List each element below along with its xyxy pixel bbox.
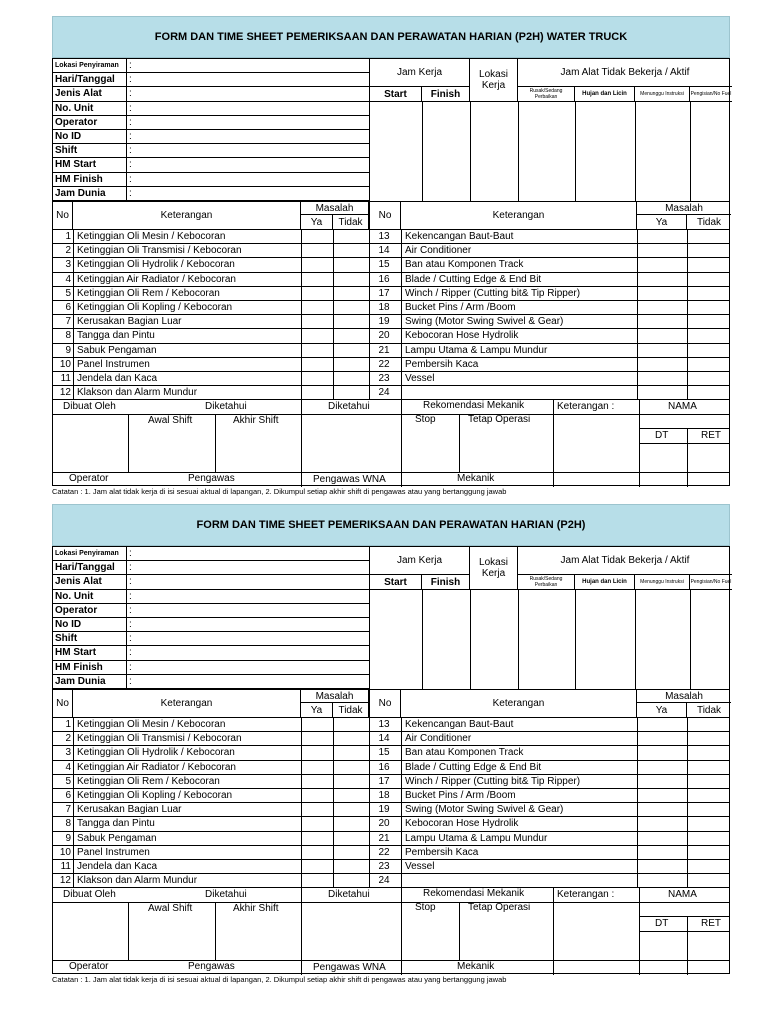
menunggu-header: Menunggu Instruksi	[635, 87, 690, 102]
header-section	[52, 58, 730, 201]
info-row	[53, 675, 369, 689]
info-label: Jenis Alat	[53, 87, 127, 100]
item-number: 12	[59, 875, 71, 887]
signature-section	[52, 887, 730, 974]
awal-shift-label: Awal Shift	[148, 415, 193, 426]
info-value-field[interactable]: :	[129, 145, 132, 157]
diketahui-label: Diketahui	[328, 401, 370, 412]
ret-label: RET	[701, 430, 721, 441]
info-value-field[interactable]: :	[129, 576, 132, 588]
stop-label: Stop	[415, 414, 436, 425]
keterangan-label: Keterangan :	[557, 889, 615, 900]
jam-alat-header: Jam Alat Tidak Bekerja / Aktif	[518, 547, 732, 575]
menunggu-header: Menunggu Instruksi	[635, 575, 690, 590]
checklist-row	[53, 817, 729, 831]
item-description: Ketinggian Oli Hydrolik / Kebocoran	[77, 259, 235, 271]
item-number: 7	[65, 316, 71, 328]
checklist-row	[53, 746, 729, 760]
item-description: Swing (Motor Swing Swivel & Gear)	[405, 316, 564, 328]
item-number: 10	[59, 358, 71, 370]
catatan-note: Catatan : 1. Jam alat tidak kerja di isi sesuai aktual di lapangan, 2. Dikumpul setiap akhir shift di pengawas atau yang bertanggung jawab	[52, 975, 507, 984]
item-number: 16	[378, 273, 390, 285]
rekomendasi-mekanik-label: Rekomendasi Mekanik	[423, 400, 525, 411]
item-number: 17	[378, 287, 390, 299]
item-number: 2	[65, 245, 71, 257]
rekomendasi-mekanik-label: Rekomendasi Mekanik	[423, 888, 525, 899]
info-row	[53, 547, 369, 561]
keterangan-header: Keterangan	[401, 690, 637, 717]
item-description: Panel Instrumen	[77, 846, 150, 858]
checklist-row	[53, 761, 729, 775]
info-value-field[interactable]: :	[129, 173, 132, 185]
item-number: 5	[65, 775, 71, 787]
operator-label: Operator	[69, 473, 109, 484]
checklist-row	[53, 372, 729, 386]
no-header: No	[369, 202, 401, 229]
checklist-row	[53, 244, 729, 258]
item-description: Ban atau Komponen Track	[405, 747, 524, 759]
item-number: 3	[65, 747, 71, 759]
pengisian-header: Pengisian/No Fuel	[690, 575, 732, 590]
info-value-field[interactable]: :	[129, 618, 132, 630]
ret-label: RET	[701, 918, 721, 929]
item-number: 2	[65, 733, 71, 745]
keterangan-header: Keterangan	[73, 202, 301, 229]
keterangan-label: Keterangan :	[557, 401, 615, 412]
pengawas-label: Pengawas	[188, 961, 235, 972]
info-label: HM Finish	[53, 173, 127, 186]
jam-kerja-header: Jam Kerja	[370, 59, 470, 87]
checklist-row	[53, 846, 729, 860]
info-label: HM Finish	[53, 661, 127, 674]
info-row	[53, 632, 369, 646]
info-label: No. Unit	[53, 102, 127, 115]
checklist-row	[53, 258, 729, 272]
info-row	[53, 561, 369, 575]
mekanik-label: Mekanik	[457, 961, 495, 972]
info-row	[53, 87, 369, 101]
header-section	[52, 546, 730, 689]
info-label: Operator	[53, 604, 127, 617]
masalah-header: Masalah	[637, 690, 731, 703]
ya-header: Ya	[637, 215, 687, 229]
jam-alat-header: Jam Alat Tidak Bekerja / Aktif	[518, 59, 732, 87]
checklist-header	[53, 690, 729, 718]
item-description: Kekencangan Baut-Baut	[405, 719, 514, 730]
item-description: Sabuk Pengaman	[77, 832, 157, 844]
item-number: 13	[378, 719, 390, 730]
finish-header: Finish	[422, 87, 470, 102]
item-description: Lampu Utama & Lampu Mundur	[405, 344, 548, 356]
info-value-field[interactable]: :	[129, 647, 132, 659]
info-label: No. Unit	[53, 590, 127, 603]
pengawas-wna-label: Pengawas WNA	[313, 474, 386, 485]
item-number: 23	[378, 861, 390, 872]
keterangan-header: Keterangan	[73, 690, 301, 717]
item-description: Kebocoran Hose Hydrolik	[405, 818, 519, 830]
info-fields	[53, 547, 369, 689]
checklist-section	[52, 201, 730, 399]
info-value-field[interactable]: :	[129, 88, 132, 100]
checklist-row	[53, 358, 729, 372]
tetap-operasi-label: Tetap Operasi	[468, 414, 531, 425]
item-description: Ketinggian Oli Kopling / Kebocoran	[77, 302, 233, 313]
item-number: 20	[378, 818, 390, 830]
item-number: 8	[65, 818, 71, 830]
item-description: Bucket Pins / Arm /Boom	[405, 302, 516, 313]
item-description: Ketinggian Oli Rem / Kebocoran	[77, 287, 220, 299]
item-number: 17	[378, 775, 390, 787]
nama-label: NAMA	[668, 889, 697, 900]
checklist-row	[53, 329, 729, 343]
item-number: 18	[378, 302, 390, 313]
item-description: Tangga dan Pintu	[77, 818, 155, 830]
item-number: 24	[378, 387, 390, 399]
checklist-row	[53, 315, 729, 329]
tidak-header: Tidak	[696, 216, 722, 228]
item-number: 9	[65, 344, 71, 356]
info-label: Shift	[53, 144, 127, 157]
item-description: Ketinggian Oli Mesin / Kebocoran	[77, 231, 226, 242]
item-number: 11	[60, 373, 71, 384]
rusak-header: Rusak/Sedang Perbaikan	[518, 575, 575, 590]
stop-label: Stop	[415, 902, 436, 913]
checklist-row	[53, 287, 729, 301]
info-label: Shift	[53, 632, 127, 645]
item-description: Klakson dan Alarm Mundur	[77, 387, 198, 399]
checklist-row	[53, 718, 729, 732]
item-number: 15	[378, 747, 390, 759]
item-description: Sabuk Pengaman	[77, 344, 157, 356]
item-description: Ketinggian Oli Rem / Kebocoran	[77, 775, 220, 787]
info-label: Hari/Tanggal	[53, 73, 127, 86]
lokasi-kerja-header: Lokasi Kerja	[470, 547, 518, 590]
pengisian-header: Pengisian/No Fuel	[690, 87, 732, 102]
operator-label: Operator	[69, 961, 109, 972]
masalah-header: Masalah	[301, 690, 369, 703]
item-description: Ketinggian Oli Mesin / Kebocoran	[77, 719, 226, 730]
no-header: No	[53, 202, 73, 229]
info-value-field[interactable]: :	[129, 675, 132, 687]
work-hours-grid	[369, 59, 732, 201]
item-description: Jendela dan Kaca	[77, 861, 158, 872]
item-number: 21	[378, 344, 390, 356]
info-value-field[interactable]: :	[129, 661, 132, 673]
info-label: Lokasi Penyiraman	[53, 547, 127, 560]
item-number: 1	[65, 719, 71, 730]
tidak-header: Tidak	[333, 703, 369, 717]
item-number: 3	[65, 259, 71, 271]
ya-header: Ya	[637, 703, 687, 717]
checklist-header	[53, 202, 729, 230]
info-value-field[interactable]: :	[129, 590, 132, 602]
hujan-header: Hujan dan Licin	[575, 575, 635, 590]
dt-label: DT	[655, 918, 669, 929]
form-title: FORM DAN TIME SHEET PEMERIKSAAN DAN PERAWATAN HARIAN (P2H)	[52, 504, 730, 546]
info-value-field[interactable]: :	[129, 187, 132, 199]
akhir-shift-label: Akhir Shift	[233, 415, 279, 426]
item-description: Winch / Ripper (Cutting bit& Tip Ripper)	[405, 287, 581, 299]
dt-label: DT	[655, 430, 669, 441]
p2h-form	[52, 504, 732, 984]
item-number: 18	[378, 790, 390, 801]
info-label: HM Start	[53, 158, 127, 171]
info-value-field[interactable]: :	[129, 130, 132, 142]
item-number: 4	[65, 273, 71, 285]
akhir-shift-label: Akhir Shift	[233, 903, 279, 914]
item-number: 6	[65, 790, 71, 801]
info-value-field[interactable]: :	[129, 74, 132, 86]
info-row	[53, 116, 369, 130]
item-number: 5	[65, 287, 71, 299]
item-description: Blade / Cutting Edge & End Bit	[405, 273, 542, 285]
item-description: Pembersih Kaca	[405, 358, 479, 370]
item-description: Air Conditioner	[405, 733, 472, 745]
p2h-form	[52, 16, 732, 496]
item-description: Ban atau Komponen Track	[405, 259, 524, 271]
item-number: 13	[378, 231, 390, 242]
item-description: Blade / Cutting Edge & End Bit	[405, 761, 542, 773]
item-number: 10	[59, 846, 71, 858]
info-value-field[interactable]: :	[129, 60, 132, 71]
nama-label: NAMA	[668, 401, 697, 412]
ya-header: Ya	[301, 703, 333, 717]
info-row	[53, 59, 369, 73]
checklist-row	[53, 803, 729, 817]
item-description: Ketinggian Oli Kopling / Kebocoran	[77, 790, 233, 801]
checklist-row	[53, 344, 729, 358]
item-number: 6	[65, 302, 71, 313]
awal-shift-label: Awal Shift	[148, 903, 193, 914]
rusak-header: Rusak/Sedang Perbaikan	[518, 87, 575, 102]
info-row	[53, 73, 369, 87]
item-description: Bucket Pins / Arm /Boom	[405, 790, 516, 801]
info-value-field[interactable]: :	[129, 604, 132, 616]
item-description: Air Conditioner	[405, 245, 472, 257]
info-row	[53, 646, 369, 660]
item-number: 16	[378, 761, 390, 773]
info-label: Jenis Alat	[53, 575, 127, 588]
pengawas-wna-label: Pengawas WNA	[313, 962, 386, 973]
item-description: Vessel	[405, 373, 435, 384]
checklist-row	[53, 832, 729, 846]
item-number: 1	[65, 231, 71, 242]
item-description: Lampu Utama & Lampu Mundur	[405, 832, 548, 844]
item-number: 22	[378, 358, 390, 370]
item-description: Klakson dan Alarm Mundur	[77, 875, 198, 887]
start-header: Start	[370, 575, 422, 590]
item-description: Swing (Motor Swing Swivel & Gear)	[405, 804, 564, 816]
info-value-field[interactable]: :	[129, 159, 132, 171]
item-description: Ketinggian Oli Hydrolik / Kebocoran	[77, 747, 235, 759]
work-hours-grid	[369, 547, 732, 689]
checklist-row	[53, 230, 729, 244]
checklist-row	[53, 273, 729, 287]
keterangan-header: Keterangan	[401, 202, 637, 229]
masalah-header: Masalah	[637, 202, 731, 215]
jam-kerja-header: Jam Kerja	[370, 547, 470, 575]
item-number: 23	[378, 373, 390, 384]
item-number: 14	[378, 733, 390, 745]
item-description: Kebocoran Hose Hydrolik	[405, 330, 519, 342]
info-label: No ID	[53, 130, 127, 143]
dibuat-oleh-label: Dibuat Oleh	[63, 401, 116, 412]
checklist-row	[53, 860, 729, 874]
item-number: 4	[65, 761, 71, 773]
info-value-field[interactable]: :	[129, 633, 132, 645]
info-label: HM Start	[53, 646, 127, 659]
diketahui-label: Diketahui	[205, 889, 247, 900]
checklist-row	[53, 775, 729, 789]
info-row	[53, 575, 369, 589]
tetap-operasi-label: Tetap Operasi	[468, 902, 531, 913]
item-description: Kekencangan Baut-Baut	[405, 231, 514, 242]
info-fields	[53, 59, 369, 201]
item-description: Tangga dan Pintu	[77, 330, 155, 342]
item-description: Ketinggian Air Radiator / Kebocoran	[77, 273, 236, 285]
info-value-field[interactable]: :	[129, 548, 132, 559]
info-label: Hari/Tanggal	[53, 561, 127, 574]
checklist-section	[52, 689, 730, 887]
pengawas-label: Pengawas	[188, 473, 235, 484]
item-number: 20	[378, 330, 390, 342]
item-description: Winch / Ripper (Cutting bit& Tip Ripper)	[405, 775, 581, 787]
no-header: No	[53, 690, 73, 717]
form-title: FORM DAN TIME SHEET PEMERIKSAAN DAN PERAWATAN HARIAN (P2H) WATER TRUCK	[52, 16, 730, 58]
checklist-row	[53, 301, 729, 315]
info-value-field[interactable]: :	[129, 562, 132, 574]
info-row	[53, 173, 369, 187]
item-description: Panel Instrumen	[77, 358, 150, 370]
hujan-header: Hujan dan Licin	[575, 87, 635, 102]
info-row	[53, 130, 369, 144]
info-row	[53, 187, 369, 201]
info-label: Lokasi Penyiraman	[53, 59, 127, 72]
ya-header: Ya	[301, 215, 333, 229]
item-description: Pembersih Kaca	[405, 846, 479, 858]
item-number: 19	[378, 804, 390, 816]
finish-header: Finish	[422, 575, 470, 590]
item-description: Ketinggian Oli Transmisi / Kebocoran	[77, 245, 242, 257]
signature-section	[52, 399, 730, 486]
lokasi-kerja-header: Lokasi Kerja	[470, 59, 518, 102]
checklist-row	[53, 789, 729, 803]
info-row	[53, 144, 369, 158]
info-row	[53, 604, 369, 618]
info-row	[53, 661, 369, 675]
info-row	[53, 102, 369, 116]
item-description: Jendela dan Kaca	[77, 373, 158, 384]
info-label: Jam Dunia	[53, 187, 127, 200]
info-row	[53, 618, 369, 632]
item-description: Kerusakan Bagian Luar	[77, 804, 182, 816]
info-value-field[interactable]: :	[129, 102, 132, 114]
masalah-header: Masalah	[301, 202, 369, 215]
info-label: No ID	[53, 618, 127, 631]
item-description: Vessel	[405, 861, 435, 872]
item-number: 9	[65, 832, 71, 844]
item-number: 14	[378, 245, 390, 257]
item-number: 7	[65, 804, 71, 816]
item-number: 8	[65, 330, 71, 342]
info-row	[53, 590, 369, 604]
tidak-header: Tidak	[333, 215, 369, 229]
item-number: 12	[59, 387, 71, 399]
item-number: 15	[378, 259, 390, 271]
diketahui-label: Diketahui	[205, 401, 247, 412]
item-number: 22	[378, 846, 390, 858]
dibuat-oleh-label: Dibuat Oleh	[63, 889, 116, 900]
info-row	[53, 158, 369, 172]
item-description: Ketinggian Air Radiator / Kebocoran	[77, 761, 236, 773]
diketahui-label: Diketahui	[328, 889, 370, 900]
item-description: Kerusakan Bagian Luar	[77, 316, 182, 328]
no-header: No	[369, 690, 401, 717]
checklist-row	[53, 732, 729, 746]
start-header: Start	[370, 87, 422, 102]
info-label: Jam Dunia	[53, 675, 127, 688]
item-number: 19	[378, 316, 390, 328]
catatan-note: Catatan : 1. Jam alat tidak kerja di isi sesuai aktual di lapangan, 2. Dikumpul setiap akhir shift di pengawas atau yang bertanggung jawab	[52, 487, 507, 496]
item-number: 11	[60, 861, 71, 872]
item-description: Ketinggian Oli Transmisi / Kebocoran	[77, 733, 242, 745]
tidak-header: Tidak	[696, 704, 722, 716]
item-number: 24	[378, 875, 390, 887]
mekanik-label: Mekanik	[457, 473, 495, 484]
item-number: 21	[378, 832, 390, 844]
info-value-field[interactable]: :	[129, 116, 132, 128]
info-label: Operator	[53, 116, 127, 129]
